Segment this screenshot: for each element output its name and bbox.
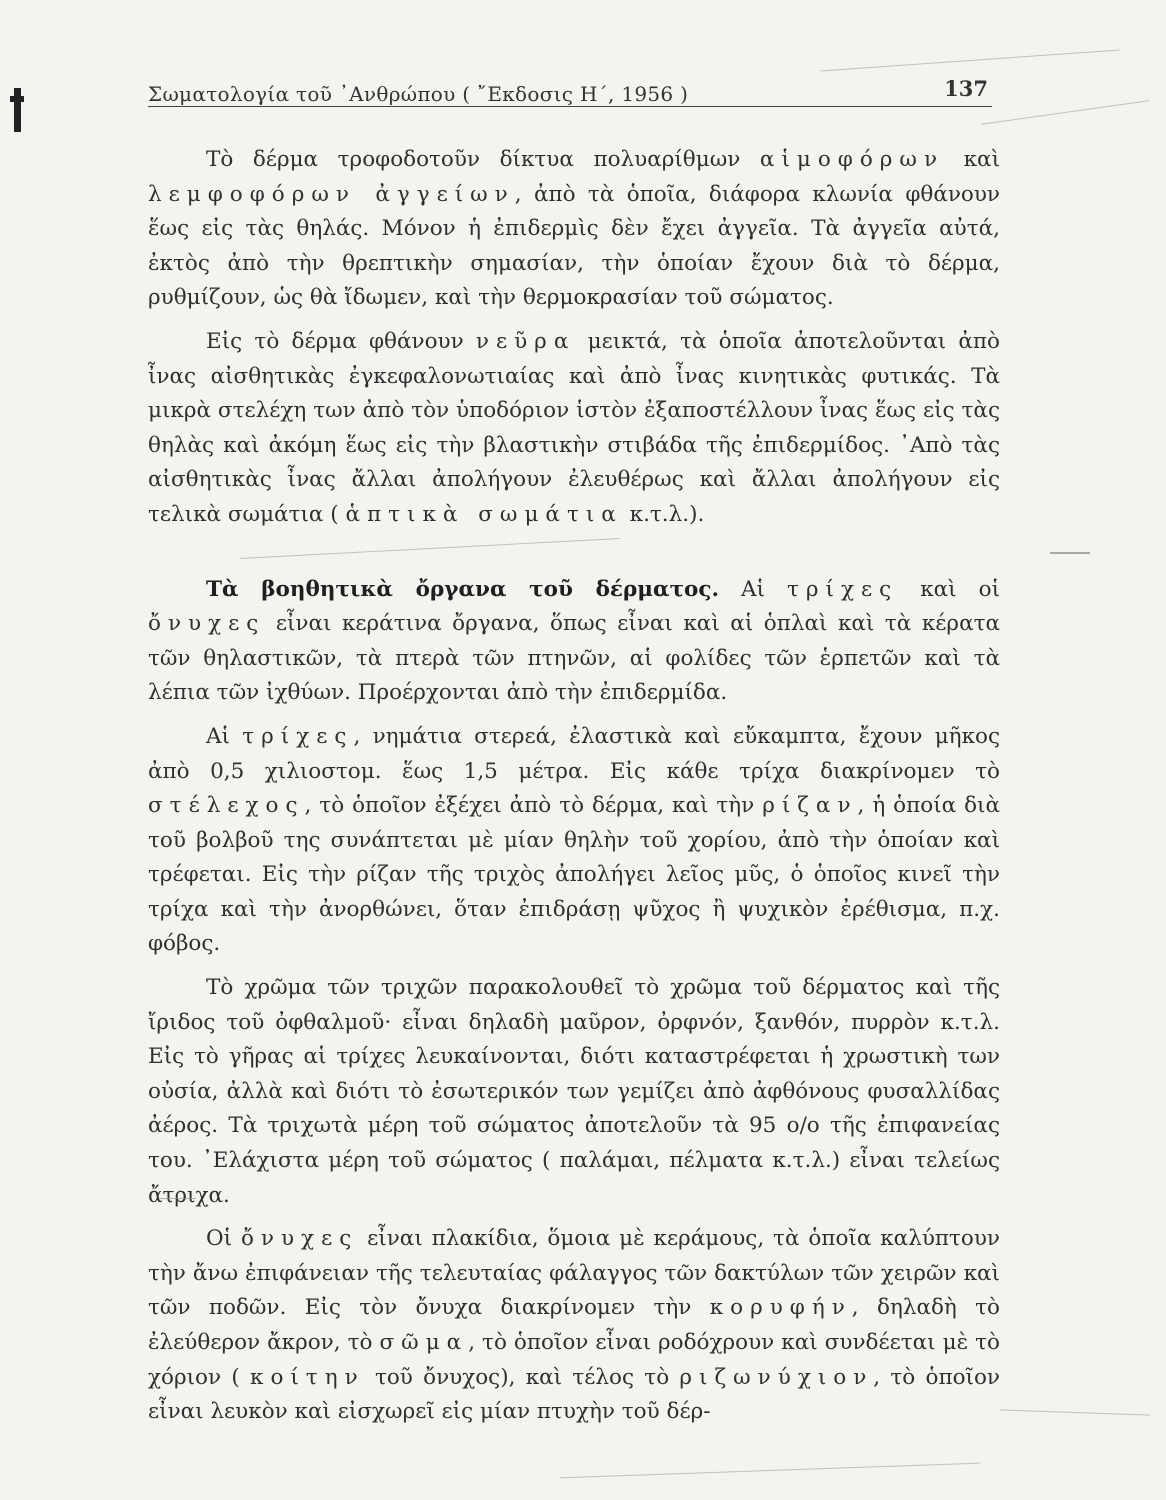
paragraph-blood-vessels (148, 143, 1000, 316)
binding-mark (14, 88, 21, 132)
text-run: κ.τ.λ.). (622, 501, 705, 527)
text-run: Αἱ (206, 723, 243, 749)
pencil-stroke (1050, 552, 1090, 554)
spaced-term: σῶμα (379, 1330, 469, 1355)
pencil-stroke (981, 100, 1149, 125)
spaced-term: στέλεχος (148, 793, 305, 819)
running-header (148, 74, 992, 108)
text-run: τοῦ ὄνυχος), καὶ τέλος τὸ (364, 1364, 680, 1390)
pencil-stroke (560, 1463, 980, 1479)
text-run: , τὸ ὁποῖον εἶναι ροδόχρουν καὶ συνδέεται μὲ τὸ χόριον ( (148, 1330, 1000, 1390)
text-run: , ἀπὸ τὰ ὁποῖα, διάφορα κλωνία φθάνουν ἕως εἰς τὰς θηλάς. Μόνον ἡ ἐπιδερμὶς δὲν ἔχει ἀγγεῖα. Τὰ ἀγγεῖα αὐτά, ἐκτὸς ἀπὸ τὴν θρεπτικὴν σημασίαν, τὴν ὁποίαν ἔχουν διὰ τὸ δέρμα, ρυθμίζουν, ὡς θὰ ἴδωμεν, καὶ τὴν θερμοκρασίαν τοῦ σώματος. (148, 181, 1001, 311)
text-run: καὶ (944, 147, 1000, 172)
section-heading: Τὰ βοηθητικὰ ὄργανα τοῦ δέρματος. (206, 576, 719, 602)
text-run: Εἰς τὸ δέρμα φθάνουν (206, 328, 476, 354)
text-run: , ἡ ὁποία διὰ τοῦ βολβοῦ της συνάπτεται μὲ μίαν θηλὴν τοῦ χορίου, ἀπὸ τὴν ὁποίαν καὶ τρέφεται. Εἰς τὴν ρίζαν τῆς τριχὸς ἀπολήγει λεῖος μῦς, ὁ ὁποῖος κινεῖ τὴν τρίχα καὶ τὴν ἀνορθώνει, ὅταν ἐπιδράσῃ ψῦχος ἢ ψυχικὸν ἐρέθισμα, π.χ. φόβος. (148, 793, 1001, 957)
pencil-stroke (160, 1198, 196, 1199)
text-run: Τὸ δέρμα τροφοδοτοῦν δίκτυα πολυαρίθμων (206, 147, 760, 172)
text-run: μεικτά, τὰ ὁποῖα ἀποτελοῦνται ἀπὸ ἶνας αἰσθητικὰς ἐγκεφαλονωτιαίας καὶ ἀπὸ ἶνας κινητικὰς φυτικάς. Τὰ μικρὰ στελέχη των ἀπὸ τὸν ὑποδόριον ἱστὸν ἐξαποστέλλουν ἶνας ἕως εἰς τὰς θηλὰς καὶ ἀκόμη ἕως εἰς τὴν βλαστικὴν στιβάδα τῆς ἐπιδερμίδος. ᾽Απὸ τὰς αἰσθητικὰς ἶνας ἄλλαι ἀπολήγουν ἐλευθέρως καὶ ἄλλαι ἀπολήγουν εἰς τελικὰ σωμάτια ( (148, 328, 1000, 527)
paragraph-nails (148, 1222, 1000, 1430)
spaced-term: ρίζαν (762, 793, 858, 819)
text-run: , νημάτια στερεά, ἐλαστικὰ καὶ εὔκαμπτα, ἔχουν μῆκος ἀπὸ 0,5 χιλιοστομ. ἕως 1,5 μέτρα. Εἰς κάθε τρίχα διακρίνομεν τὸ (148, 723, 1000, 784)
spaced-term: ὄνυχες (240, 1226, 359, 1252)
paragraph-hairs (148, 720, 1000, 962)
paragraph-nerves (148, 325, 1000, 533)
spaced-term: αἱμοφόρων (759, 147, 945, 172)
spaced-term: ριζωνύχιον (679, 1364, 874, 1390)
text-run: , δηλαδὴ τὸ ἐλεύθερον ἄκρον, τὸ (148, 1295, 1001, 1355)
text-run: , τὸ ὁποῖον ἐξέχει ἀπὸ τὸ δέρμα, καὶ τὴν (304, 793, 763, 819)
text-run: Οἱ (206, 1226, 241, 1252)
spaced-term: κοίτην (250, 1364, 365, 1390)
spaced-term: ἁπτικὰ σωμάτια (345, 501, 623, 527)
spaced-term: τρίχες (242, 723, 354, 749)
header-rule (148, 106, 992, 107)
text-run: Αἱ (718, 576, 787, 602)
page-number: 137 (944, 76, 988, 101)
text-run: Τὸ χρῶμα τῶν τριχῶν παρακολουθεῖ τὸ χρῶμα τοῦ δέρματος καὶ τῆς ἴριδος τοῦ ὀφθαλμοῦ· εἶναι δηλαδὴ μαῦρον, ὀρφνόν, ξανθόν, πυρρὸν κ.τ.λ. Εἰς τὸ γῆρας αἱ τρίχες λευκαίνονται, διότι καταστρέφεται ἡ χρωστικὴ των οὐσία, ἀλλὰ καὶ διότι τὸ ἐσωτερικόν των γεμίζει ἀπὸ ἀφθόνους φυσαλλίδας ἀέρος. Τὰ τριχωτὰ μέρη τοῦ σώματος ἀποτελοῦν τὰ 95 ο/ο τῆς ἐπιφανείας του. ᾽Ελάχιστα μέρη τοῦ σώματος ( παλάμαι, πέλματα κ.τ.λ.) εἶναι τελείως ἄτριχα. (148, 975, 1000, 1208)
text-run: καὶ οἱ (898, 576, 1000, 602)
spaced-term: κορυφήν (709, 1295, 852, 1321)
running-title: Σωματολογία τοῦ ᾽Ανθρώπου ( ῎Εκδοσις Η΄, 1956 ) (148, 82, 689, 106)
text-run: εἶναι κεράτινα ὄργανα, ὅπως εἶναι καὶ αἱ ὁπλαὶ καὶ τὰ κέρατα τῶν θηλαστικῶν, τὰ πτερὰ τῶν πτηνῶν, αἱ φολίδες τῶν ἑρπετῶν καὶ τὰ λέπια τῶν ἰχθύων. Προέρχονται ἀπὸ τὴν ἐπιδερμίδα. (148, 611, 1000, 706)
paragraph-accessory-organs (148, 573, 1000, 711)
binding-mark-tick (10, 96, 24, 102)
text-run: , τὸ ὁποῖον εἶναι λευκὸν καὶ εἰσχωρεῖ εἰς μίαν πτυχὴν τοῦ δέρ- (148, 1364, 1000, 1425)
body-text (148, 143, 1000, 1439)
spaced-term: λεμφοφόρων ἀγγείων (148, 181, 515, 207)
text-run: εἶναι πλακίδια, ὅμοια μὲ κεράμους, τὰ ὁποῖα καλύπτουν τὴν ἄνω ἐπιφάνειαν τῆς τελευταίας φάλαγγος τῶν δακτύλων τῶν χειρῶν καὶ τῶν ποδῶν. Εἰς τὸν ὄνυχα διακρίνομεν τὴν (148, 1226, 1000, 1321)
spaced-term: ὄνυχες (148, 611, 266, 637)
paragraph-hair-color (148, 971, 1000, 1213)
spaced-term: νεῦρα (475, 328, 576, 354)
spaced-term: τρίχες (787, 576, 899, 602)
pencil-stroke (820, 50, 1119, 72)
pencil-stroke (1000, 1409, 1150, 1415)
